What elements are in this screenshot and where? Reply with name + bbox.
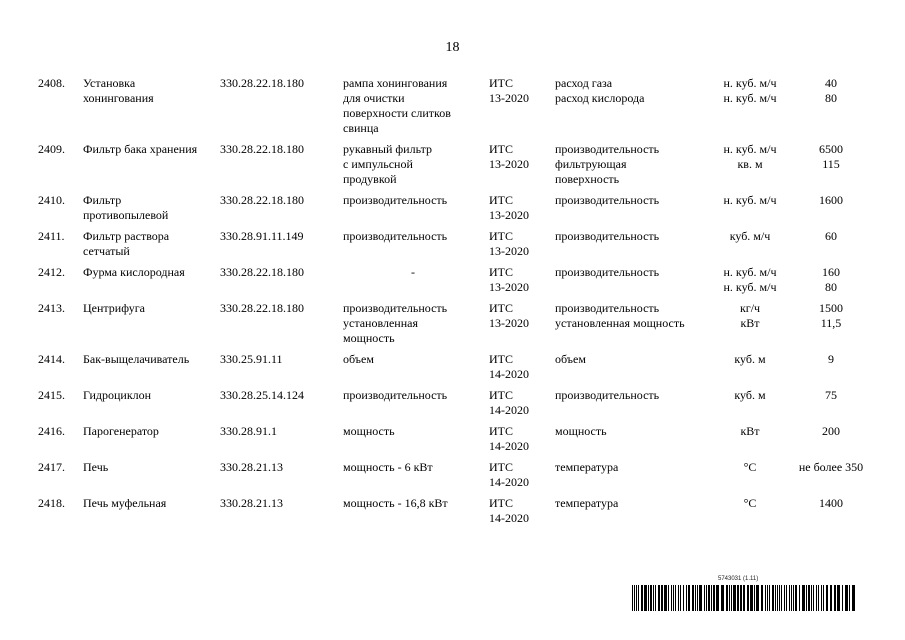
- parameter-value: 1600: [819, 193, 843, 207]
- row-number: 2408.: [38, 76, 65, 90]
- okpd-code: 330.28.22.18.180: [220, 193, 304, 207]
- okpd-code: 330.25.91.11: [220, 352, 283, 366]
- itc-reference: ИТС 13-2020: [489, 229, 529, 258]
- parameter-value: 200: [822, 424, 840, 438]
- barcode-label: 5743031 (1.11): [718, 576, 759, 582]
- parameter-name: производительность: [555, 265, 660, 279]
- row-number: 2413.: [38, 301, 65, 315]
- parameter-value: 6500 115: [819, 142, 843, 171]
- itc-reference: ИТС 14-2020: [489, 460, 529, 489]
- okpd-code: 330.28.22.18.180: [220, 265, 304, 279]
- parameter-value: 1400: [819, 496, 843, 510]
- row-number: 2409.: [38, 142, 65, 156]
- unit-of-measure: °C: [743, 460, 757, 474]
- parameter-value: 75: [825, 388, 837, 402]
- equipment-name: Парогенератор: [83, 424, 159, 438]
- row-number: 2412.: [38, 265, 65, 279]
- parameter-name: мощность: [555, 424, 607, 438]
- characteristic-text: мощность - 16,8 кВт: [343, 496, 448, 510]
- unit-of-measure: н. куб. м/ч н. куб. м/ч: [723, 265, 777, 294]
- parameter-name: производительность установленная мощность: [555, 301, 685, 330]
- row-number: 2411.: [38, 229, 65, 243]
- row-number: 2418.: [38, 496, 65, 510]
- itc-reference: ИТС 13-2020: [489, 301, 529, 330]
- characteristic-text: объем: [343, 352, 374, 366]
- equipment-name: Фильтр бака хранения: [83, 142, 198, 156]
- parameter-name: производительность фильтрующая поверхность: [555, 142, 660, 186]
- equipment-name: Бак-выщелачиватель: [83, 352, 190, 366]
- okpd-code: 330.28.21.13: [220, 460, 283, 474]
- equipment-name: Гидроциклон: [83, 388, 152, 402]
- itc-reference: ИТС 13-2020: [489, 142, 529, 171]
- itc-reference: ИТС 14-2020: [489, 496, 529, 525]
- itc-reference: ИТС 13-2020: [489, 265, 529, 294]
- itc-reference: ИТС 14-2020: [489, 388, 529, 417]
- row-number: 2414.: [38, 352, 65, 366]
- characteristic-text: мощность - 6 кВт: [343, 460, 433, 474]
- itc-reference: ИТС 14-2020: [489, 352, 529, 381]
- unit-of-measure: кг/ч кВт: [739, 301, 761, 330]
- parameter-value: 9: [828, 352, 834, 366]
- okpd-code: 330.28.21.13: [220, 496, 283, 510]
- parameter-name: температура: [555, 496, 619, 510]
- parameter-value: 160 80: [822, 265, 840, 294]
- okpd-code: 330.28.91.11.149: [220, 229, 304, 243]
- unit-of-measure: куб. м: [734, 352, 766, 366]
- unit-of-measure: °C: [743, 496, 757, 510]
- row-number: 2410.: [38, 193, 65, 207]
- unit-of-measure: н. куб. м/ч н. куб. м/ч: [723, 76, 777, 105]
- itc-reference: ИТС 13-2020: [489, 76, 529, 105]
- parameter-name: расход газа расход кислорода: [555, 76, 645, 105]
- unit-of-measure: н. куб. м/ч кв. м: [723, 142, 777, 171]
- itc-reference: ИТС 14-2020: [489, 424, 529, 453]
- characteristic-text: производительность: [343, 229, 448, 243]
- characteristic-text: производительность: [343, 193, 448, 207]
- itc-reference: ИТС 13-2020: [489, 193, 529, 222]
- equipment-name: Печь: [83, 460, 109, 474]
- unit-of-measure: куб. м/ч: [729, 229, 771, 243]
- unit-of-measure: кВт: [740, 424, 760, 438]
- barcode-image: [632, 585, 856, 611]
- equipment-name: Центрифуга: [83, 301, 145, 315]
- equipment-name: Фурма кислородная: [83, 265, 185, 279]
- characteristic-text: рампа хонингования для очистки поверхности слитков свинца: [343, 76, 451, 135]
- characteristic-text: мощность: [343, 424, 395, 438]
- okpd-code: 330.28.22.18.180: [220, 76, 304, 90]
- equipment-name: Фильтр противопылевой: [83, 193, 169, 222]
- equipment-name: Печь муфельная: [83, 496, 167, 510]
- row-number: 2415.: [38, 388, 65, 402]
- parameter-name: производительность: [555, 229, 660, 243]
- parameter-name: производительность: [555, 193, 660, 207]
- parameter-name: производительность: [555, 388, 660, 402]
- characteristic-text: рукавный фильтр с импульсной продувкой: [343, 142, 432, 186]
- parameter-value: 60: [825, 229, 837, 243]
- okpd-code: 330.28.22.18.180: [220, 301, 304, 315]
- parameter-name: температура: [555, 460, 619, 474]
- unit-of-measure: н. куб. м/ч: [723, 193, 777, 207]
- equipment-name: Фильтр раствора сетчатый: [83, 229, 170, 258]
- okpd-code: 330.28.25.14.124: [220, 388, 304, 402]
- parameter-name: объем: [555, 352, 586, 366]
- characteristic-text: -: [411, 265, 415, 279]
- parameter-value: 40 80: [825, 76, 837, 105]
- unit-of-measure: куб. м: [734, 388, 766, 402]
- parameter-value: не более 350: [798, 460, 864, 474]
- page-number: 18: [445, 40, 460, 55]
- row-number: 2416.: [38, 424, 65, 438]
- parameter-value: 1500 11,5: [819, 301, 843, 330]
- okpd-code: 330.28.91.1: [220, 424, 277, 438]
- row-number: 2417.: [38, 460, 65, 474]
- okpd-code: 330.28.22.18.180: [220, 142, 304, 156]
- characteristic-text: производительность установленная мощность: [343, 301, 448, 345]
- characteristic-text: производительность: [343, 388, 448, 402]
- equipment-name: Установка хонингования: [83, 76, 154, 105]
